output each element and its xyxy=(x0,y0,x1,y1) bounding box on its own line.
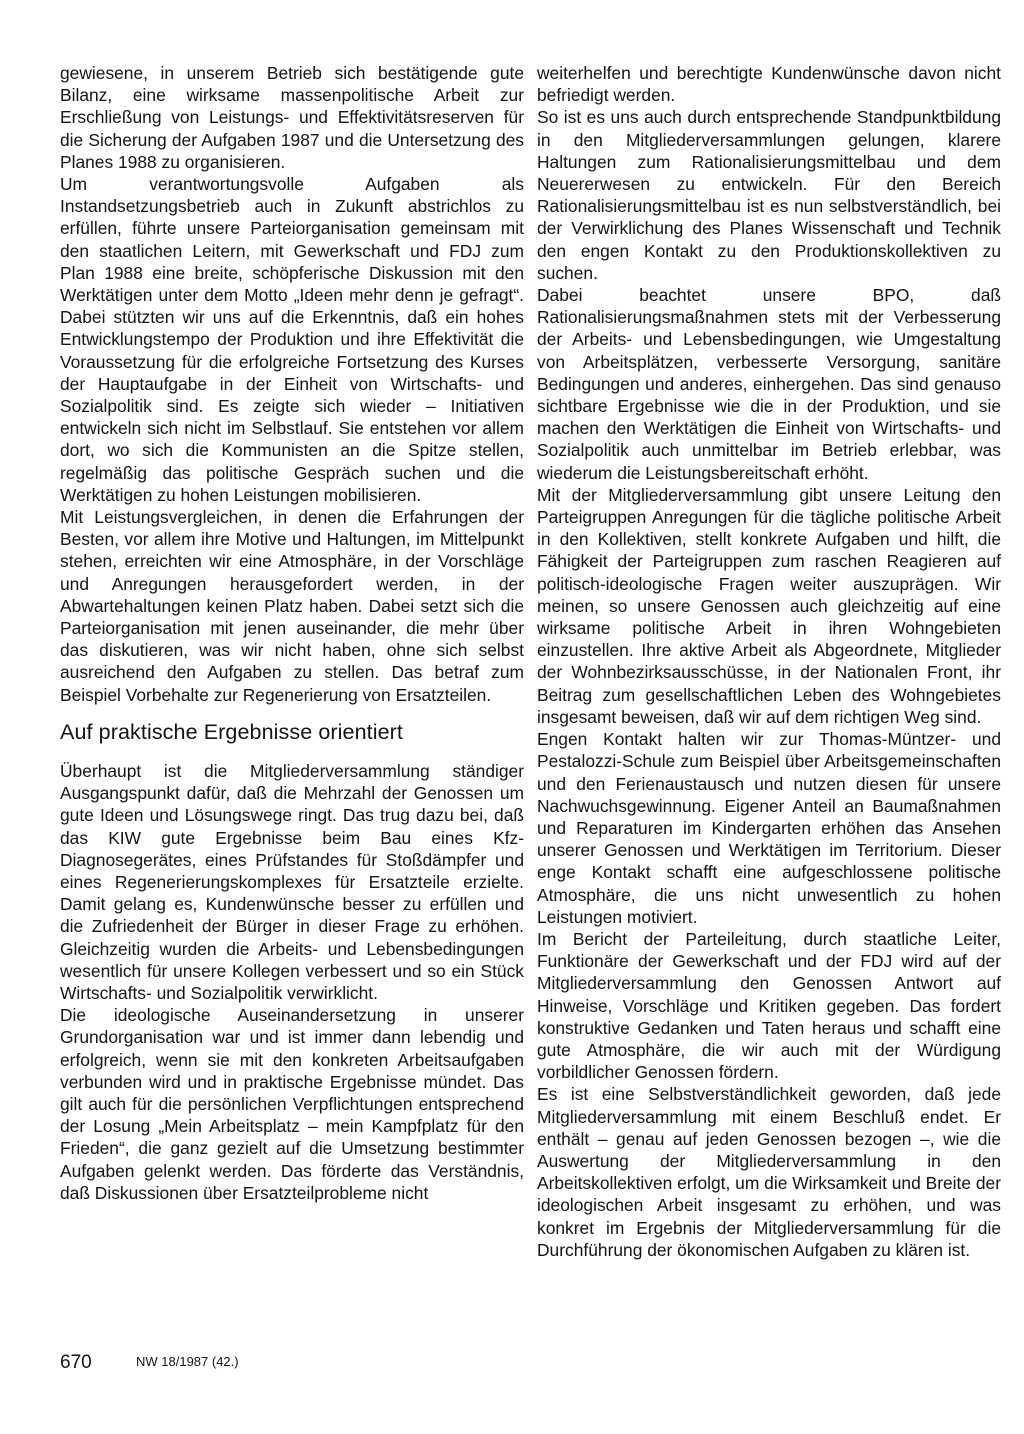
section-heading: Auf praktische Ergebnisse orientiert xyxy=(60,719,403,744)
paragraph: Mit Leistungsvergleichen, in denen die Erfahrungen der Besten, vor allem ihre Motive und Haltungen, im Mittelpunkt stehen, erreichten wir eine Atmosphäre, in der Vorschläge und Anregungen herausgefordert werden, in der Abwartehaltungen keinen Platz haben. Dabei setzt sich die Parteiorganisation mit jenen auseinander, die mehr über das diskutieren, was wir nicht haben, ohne sich selbst ausreichend den Aufgaben zu stellen. Das betraf zum Beispiel Vorbehalte zur Regenerierung von Ersatzteilen. xyxy=(60,507,524,705)
paragraph: So ist es uns auch durch entsprechende Standpunktbildung in den Mitgliederversammlungen gelungen, klarere Haltungen zum Rationalisierungsmittelbau und dem Neuererwesen zu entwickeln. Für den Bereich Rationalisierungsmittelbau ist es nun selbstverständlich, bei der Verwirklichung des Planes Wissenschaft und Technik den engen Kontakt zu den Produktionskollektiven zu suchen. xyxy=(537,107,1001,283)
paragraph: Mit der Mitgliederversammlung gibt unsere Leitung den Parteigruppen Anregungen für die tägliche politische Arbeit in den Kollektiven, stellt konkrete Aufgaben und hilft, die Fähigkeit der Parteigruppen zum raschen Reagieren auf politisch-ideologische Fragen weiter auszuprägen. Wir meinen, so unsere Genossen auch gleichzeitig auf eine wirksame politische Arbeit in ihren Wohngebieten einzustellen. Ihre aktive Arbeit als Abgeordnete, Mitglieder der Wohnbezirksausschüsse, in der Nationalen Front, ihr Beitrag zum gesellschaftlichen Leben des Wohngebietes insgesamt beweisen, daß wir auf dem richtigen Weg sind. xyxy=(537,484,1001,727)
paragraph: Dabei beachtet unsere BPO, daß Rationalisierungsmaßnahmen stets mit der Verbesserung der Arbeits- und Lebensbedingungen, wie Umgestaltung von Arbeitsplätzen, verbesserte Versorgung, sanitäre Bedingungen und anderes, einhergehen. Das sind genauso sichtbare Ergebnisse wie die in der Produktion, und sie machen den Werktätigen die Einheit von Wirtschafts- und Sozialpolitik auch unmittelbar im Betrieb erlebbar, was wiederum die Leistungsbereitschaft erhöht. xyxy=(537,285,1001,483)
issue-label: NW 18/1987 (42.) xyxy=(136,1354,239,1369)
page-number: 670 xyxy=(60,1352,92,1373)
paragraph: Im Bericht der Parteileitung, durch staatliche Leiter, Funktionäre der Gewerkschaft und der FDJ wird auf der Mitgliederversammlung den Genossen Antwort auf Hinweise, Vorschläge und Kritiken gegeben. Das fordert konstruktive Gedanken und Taten heraus und schafft eine gute Atmosphäre, die wir auch mit der Würdigung vorbildlicher Genossen fördern. xyxy=(537,928,1001,1083)
paragraph: weiterhelfen und berechtigte Kundenwünsche davon nicht befriedigt werden. xyxy=(537,63,1001,106)
left-column xyxy=(60,62,524,1204)
paragraph: Überhaupt ist die Mitgliederversammlung ständiger Ausgangspunkt dafür, daß die Mehrzahl der Genossen um gute Ideen und Lösungswege ringt. Das trug dazu bei, daß das KIW gute Ergebnisse beim Bau eines Kfz-Diagnosegerätes, eines Prüfstandes für Stoßdämpfer und eines Regenerierungskomplexes für Ersatzteile erzielte. Damit gelang es, Kundenwünsche besser zu erfüllen und die Zufriedenheit der Bürger in dieser Frage zu erhöhen. Gleichzeitig wurden die Arbeits- und Lebensbedingungen wesentlich für unsere Kollegen verbessert und so ein Stück Wirtschafts- und Sozialpolitik verwirklicht. xyxy=(60,760,524,1003)
page-footer xyxy=(60,1352,239,1374)
paragraph: Es ist eine Selbstverständlichkeit geworden, daß jede Mitgliederversammlung mit einem Beschluß endet. Er enthält – genau auf jeden Genossen bezogen –, wie die Auswertung der Mitgliederversammlung in den Arbeitskollektiven erfolgt, um die Wirksamkeit und Breite der ideologischen Arbeit insgesamt zu erhöhen, und was konkret im Ergebnis der Mitgliederversammlung für die Durchführung der ökonomischen Aufgaben zu klären ist. xyxy=(537,1084,1001,1260)
right-column xyxy=(537,62,1001,1261)
paragraph: Engen Kontakt halten wir zur Thomas-Müntzer- und Pestalozzi-Schule zum Beispiel über Arbeitsgemeinschaften und den Ferienaustausch und nutzen diesen für unsere Nachwuchsgewinnung. Eigener Anteil an Baumaßnahmen und Reparaturen im Kindergarten erhöhen das Ansehen unserer Genossen und Werktätigen im Territorium. Dieser enge Kontakt schafft eine aufgeschlossene politische Atmosphäre, die uns nicht unwesentlich zu hohen Leistungen motiviert. xyxy=(537,729,1001,927)
paragraph: Um verantwortungsvolle Aufgaben als Instandsetzungsbetrieb auch in Zukunft abstrichlos zu erfüllen, führte unsere Parteiorganisation gemeinsam mit den staatlichen Leitern, mit Gewerkschaft und FDJ zum Plan 1988 eine breite, schöpferische Diskussion mit den Werktätigen unter dem Motto „Ideen mehr denn je gefragt“. Dabei stützten wir uns auf die Erkenntnis, daß ein hohes Entwicklungstempo der Produktion und ihre Effektivität die Voraussetzung für die erfolgreiche Fortsetzung des Kurses der Hauptaufgabe in der Einheit von Wirtschafts- und Sozialpolitik sind. Es zeigte sich wieder – Initiativen entwickeln sich nicht im Selbstlauf. Sie entstehen vor allem dort, wo sich die Kommunisten an die Spitze stellen, regelmäßig das politische Gespräch suchen und die Werktätigen zu hohen Leistungen mobilisieren. xyxy=(60,174,524,505)
paragraph: Die ideologische Auseinandersetzung in unserer Grundorganisation war und ist immer dann lebendig und erfolgreich, wenn sie mit den konkreten Arbeitsaufgaben verbunden wird und in praktische Ergebnisse mündet. Das gilt auch für die persönlichen Verpflichtungen entsprechend der Losung „Mein Arbeitsplatz – mein Kampfplatz für den Frieden“, die ganz gezielt auf die Umsetzung bestimmter Aufgaben gelenkt werden. Das förderte das Verständnis, daß Diskussionen über Ersatzteilprobleme nicht xyxy=(60,1005,524,1203)
paragraph: gewiesene, in unserem Betrieb sich bestätigende gute Bilanz, eine wirksame massenpolitische Arbeit zur Erschließung von Leistungs- und Effektivitätsreserven für die Sicherung der Aufgaben 1987 und die Untersetzung des Planes 1988 zu organisieren. xyxy=(60,63,524,172)
